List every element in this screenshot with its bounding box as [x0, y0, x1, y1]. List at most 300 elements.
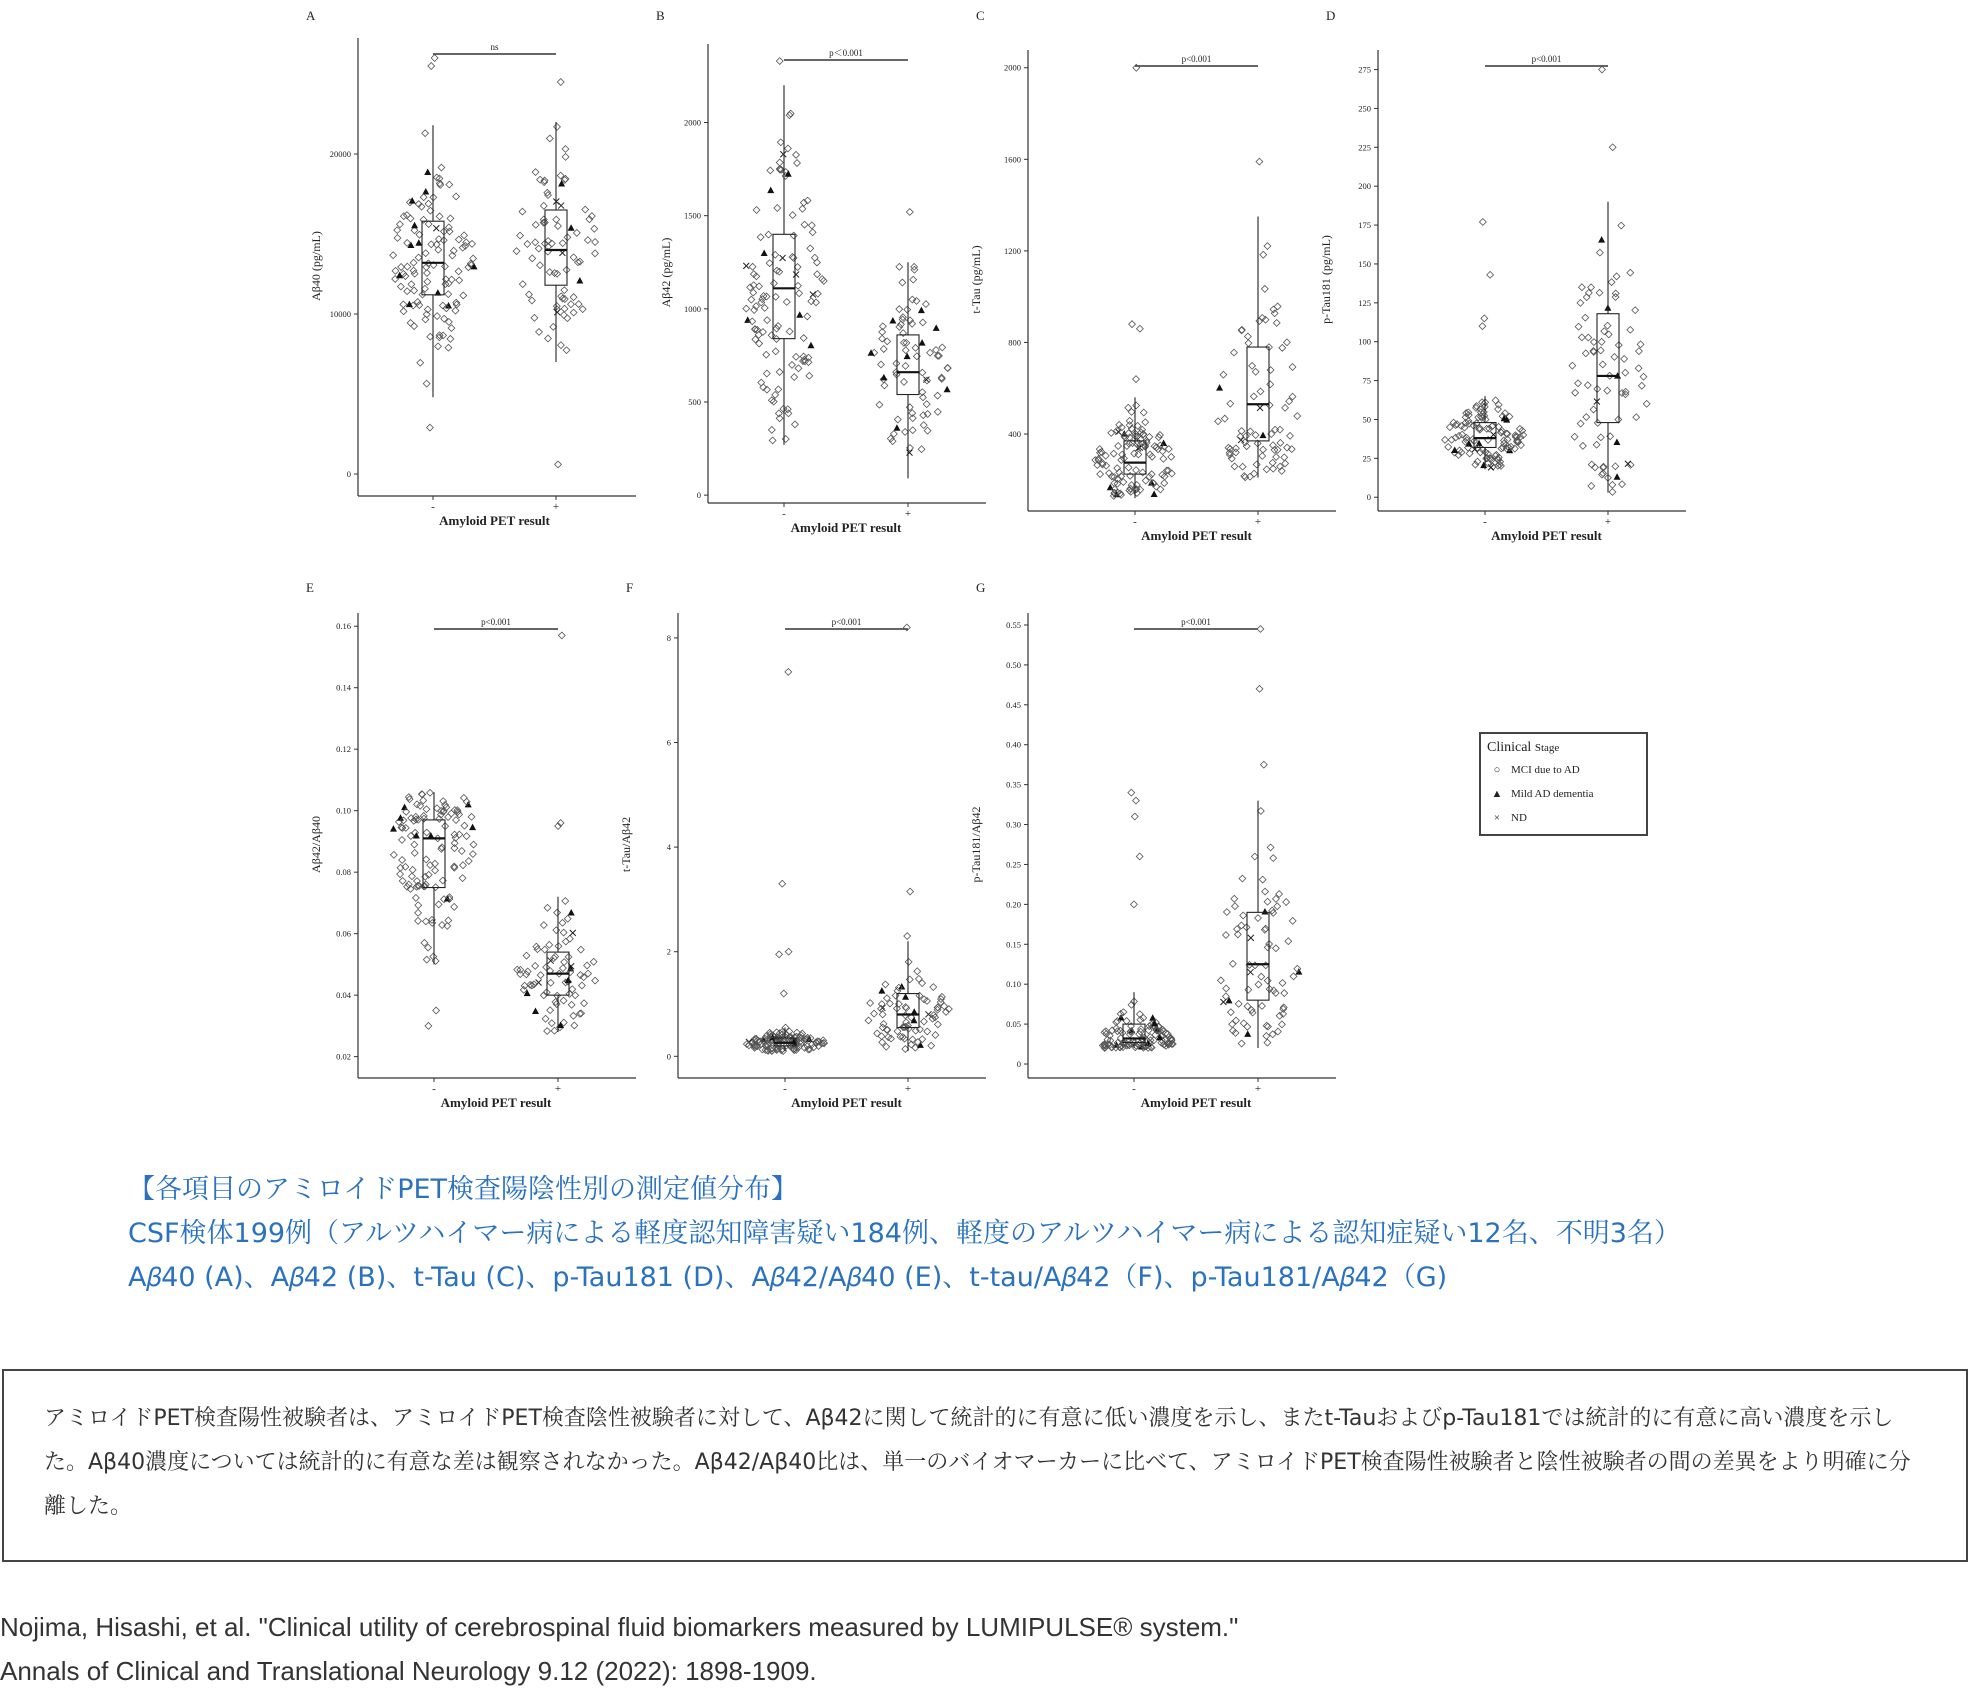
point-outlier [1133, 376, 1140, 383]
point-mci [397, 871, 404, 878]
point-mci [1622, 391, 1629, 398]
point-mci [1125, 464, 1132, 471]
point-mci [1160, 455, 1167, 462]
chart-C [969, 0, 1340, 560]
point-mci [1615, 416, 1622, 423]
x-tick-label: + [1254, 516, 1262, 528]
point-mild-ad [532, 1007, 539, 1014]
point-mci [435, 343, 442, 350]
point-mci [562, 146, 569, 153]
point-mci [808, 222, 815, 229]
point-mild-ad [1216, 384, 1223, 391]
point-mci [902, 363, 909, 370]
point-mci [806, 372, 813, 379]
point-mci [551, 1027, 558, 1034]
x-axis-label: Amyloid PET result [1141, 528, 1252, 543]
point-mci [519, 208, 526, 215]
y-tick-label: 0.04 [336, 990, 351, 1001]
point-mci [427, 789, 434, 796]
point-mci [934, 392, 941, 399]
y-tick-label: 500 [688, 396, 701, 407]
point-mci [1611, 354, 1618, 361]
point-mci [1215, 418, 1222, 425]
point-mci [1239, 875, 1246, 882]
y-tick-label: 275 [1358, 64, 1371, 75]
point-mild-ad [1261, 908, 1268, 915]
x-tick-label: - [783, 1083, 787, 1095]
point-mci [1582, 314, 1589, 321]
cross-icon: × [1493, 812, 1501, 824]
point-mci [537, 972, 544, 979]
point-mci [1636, 348, 1643, 355]
point-mci [579, 306, 586, 313]
significance-label: p<0.001 [1531, 54, 1562, 64]
point-outlier [433, 1007, 440, 1014]
point-mci [524, 241, 531, 248]
point-mci [772, 348, 779, 355]
point-mci [1281, 454, 1288, 461]
y-tick-label: 0 [346, 469, 351, 479]
citation-line-1: Nojima, Hisashi, et al. "Clinical utility of cerebrospinal fluid biomarkers measured by LUMIPULSE® system." [0, 1612, 1239, 1642]
point-mci [932, 1032, 939, 1039]
point-mci [790, 254, 797, 261]
point-outlier [1481, 315, 1488, 322]
point-mci [919, 319, 926, 326]
x-tick-label: - [782, 508, 786, 520]
figure-caption [128, 1168, 1681, 1300]
point-mild-ad [904, 353, 911, 360]
point-mci [423, 829, 430, 836]
panel-G [969, 572, 1340, 1112]
point-mci [1284, 339, 1291, 346]
point-mci [555, 223, 562, 230]
point-mild-ad [422, 188, 429, 195]
point-nd [554, 309, 560, 315]
x-axis-label: Amyloid PET result [790, 520, 902, 535]
point-mci [422, 918, 429, 925]
point-mci [1231, 349, 1238, 356]
point-outlier [1136, 853, 1143, 860]
x-tick-label: - [1133, 516, 1137, 528]
point-mci [1251, 470, 1258, 477]
point-mci [1250, 393, 1257, 400]
point-outlier [1131, 813, 1138, 820]
point-mci [1578, 334, 1585, 341]
point-mci [1622, 388, 1629, 395]
point-mci [1255, 915, 1262, 922]
point-outlier [1256, 685, 1263, 692]
point-mild-ad [761, 250, 768, 256]
point-outlier [1487, 271, 1494, 278]
point-mci [548, 1020, 555, 1027]
point-mci [526, 291, 533, 298]
point-mci [409, 866, 416, 873]
y-tick-label: 2000 [1004, 62, 1021, 73]
point-mild-ad [576, 277, 583, 284]
point-mci [446, 181, 453, 188]
point-mci [807, 245, 814, 252]
point-mci [923, 401, 930, 408]
point-mci [776, 159, 783, 166]
point-mci [1270, 465, 1277, 472]
legend-item-mci: ○ MCI due to AD [1489, 764, 1580, 776]
point-mci [562, 938, 569, 945]
point-mci [1283, 899, 1290, 906]
point-mci [1223, 932, 1230, 939]
point-mci [920, 422, 927, 429]
point-mci [1103, 462, 1110, 469]
x-tick-label: - [1132, 1083, 1136, 1095]
point-mci [592, 239, 599, 246]
y-tick-label: 200 [1358, 181, 1371, 192]
point-mci [581, 1000, 588, 1007]
point-mci [1622, 369, 1629, 376]
point-mild-ad [524, 990, 531, 997]
point-mci [390, 851, 397, 858]
point-mci [400, 213, 407, 220]
point-mci [411, 841, 418, 848]
point-outlier [427, 424, 434, 431]
point-mci [411, 850, 418, 857]
point-mci [1575, 323, 1582, 330]
point-mci [408, 281, 415, 288]
point-mci [893, 360, 900, 367]
panel-C [969, 0, 1340, 560]
point-mci [790, 232, 797, 239]
x-tick-label: + [554, 1083, 562, 1095]
y-tick-label: 0.55 [1006, 619, 1021, 630]
point-mci [1221, 415, 1228, 422]
point-mci [750, 271, 757, 278]
point-mci [411, 287, 418, 294]
point-mci [434, 313, 441, 320]
point-mci [399, 878, 406, 885]
point-mci [1230, 1027, 1237, 1034]
point-nd [743, 263, 749, 269]
y-tick-label: 0.16 [336, 621, 351, 632]
point-mci [1255, 981, 1262, 988]
point-mci [759, 296, 766, 303]
point-mci [569, 986, 576, 993]
point-mci [804, 313, 811, 320]
point-mci [424, 270, 431, 277]
point-mci [905, 958, 912, 965]
point-mci [1272, 945, 1279, 952]
point-mci [411, 270, 418, 277]
point-mci [1627, 462, 1634, 469]
point-nd [1248, 935, 1254, 941]
point-mci [1585, 334, 1592, 341]
y-tick-label: 75 [1362, 375, 1371, 386]
point-mci [791, 374, 798, 381]
point-mci [469, 851, 476, 858]
point-mild-ad [390, 825, 397, 832]
point-mci [896, 263, 903, 270]
point-outlier [1599, 66, 1606, 73]
point-mci [1618, 222, 1625, 229]
point-mci [789, 362, 796, 369]
point-mci [1249, 362, 1256, 369]
point-outlier [1131, 901, 1138, 908]
point-mci [420, 216, 427, 223]
point-mild-ad [1226, 997, 1233, 1004]
point-mild-ad [785, 170, 792, 177]
significance-label: p＜0.001 [829, 48, 863, 58]
point-mild-ad [933, 324, 940, 331]
point-mci [531, 314, 538, 321]
point-mci [592, 977, 599, 984]
point-mci [411, 323, 418, 330]
point-mci [919, 369, 926, 376]
point-mci [1613, 273, 1620, 280]
point-mci [469, 240, 476, 247]
point-mci [432, 867, 439, 874]
point-mci [560, 965, 567, 972]
y-axis-label: Aβ42 (pg/mL) [659, 237, 673, 308]
point-mci [404, 263, 411, 270]
x-tick-label: - [431, 501, 435, 513]
y-tick-label: 1000 [684, 303, 701, 314]
point-mci [447, 215, 454, 222]
point-mci [532, 221, 539, 228]
point-mci [560, 997, 567, 1004]
x-tick-label: - [1483, 516, 1487, 528]
point-mci [1279, 1021, 1286, 1028]
point-mci [546, 135, 553, 142]
point-mci [1264, 898, 1271, 905]
circle-icon: ○ [1493, 764, 1501, 776]
point-mci [570, 309, 577, 316]
point-mci [1126, 417, 1133, 424]
point-mci [532, 239, 539, 246]
point-mild-ad [1151, 490, 1158, 497]
point-mci [542, 1015, 549, 1022]
x-tick-label: + [1604, 516, 1612, 528]
point-mci [748, 296, 755, 303]
point-mci [1569, 362, 1576, 369]
point-mci [757, 234, 764, 241]
point-mci [592, 250, 599, 257]
point-mci [409, 873, 416, 880]
point-mci [397, 283, 404, 290]
point-mci [1110, 450, 1117, 457]
point-mci [921, 1018, 928, 1025]
point-mci [414, 801, 421, 808]
point-mci [1168, 453, 1175, 460]
point-outlier [906, 209, 913, 216]
caption-panels: A𝛽40 (A)、A𝛽42 (B)、t-Tau (C)、p-Tau181 (D)、A𝛽42/A𝛽40 (E)、t-tau/A𝛽42（F)、p-Tau181/A𝛽42（G) [128, 1262, 1448, 1293]
point-mci [880, 346, 887, 353]
point-mci [899, 279, 906, 286]
point-mci [1262, 888, 1269, 895]
point-mci [1599, 471, 1606, 478]
point-mci [536, 329, 543, 336]
point-mci [915, 975, 922, 982]
point-mci [562, 898, 569, 905]
point-mci [452, 307, 459, 314]
point-outlier [1609, 144, 1616, 151]
point-mci [571, 1022, 578, 1029]
point-outlier [425, 1022, 432, 1029]
y-tick-label: 0.30 [1006, 819, 1021, 830]
point-mci [1139, 469, 1146, 476]
point-mci [445, 291, 452, 298]
point-mci [430, 953, 437, 960]
x-axis-label: Amyloid PET result [440, 1095, 552, 1110]
point-mci [519, 281, 526, 288]
point-mild-ad [1244, 1030, 1251, 1037]
point-mci [944, 365, 951, 372]
panel-letter: F [626, 580, 634, 595]
point-mci [930, 984, 937, 991]
point-mci [1590, 406, 1597, 413]
point-mci [584, 237, 591, 244]
point-mci [1097, 471, 1104, 478]
point-mild-ad [1614, 473, 1621, 480]
box-iqr [1597, 314, 1619, 423]
citation [0, 1605, 1238, 1693]
point-mci [1231, 895, 1238, 902]
point-mci [423, 856, 430, 863]
point-mild-ad [796, 311, 803, 318]
point-mci [1577, 300, 1584, 307]
point-mci [544, 1028, 551, 1035]
y-tick-label: 0 [666, 1051, 671, 1062]
point-mci [776, 369, 783, 376]
point-mci [451, 845, 458, 852]
point-mci [896, 306, 903, 313]
legend-title: Clinical Stage [1487, 740, 1560, 755]
point-mci [880, 1021, 887, 1028]
point-mci [1269, 459, 1276, 466]
point-mci [415, 909, 422, 916]
y-tick-label: 10000 [329, 309, 351, 319]
point-mci [413, 894, 420, 901]
point-mci [763, 351, 770, 358]
y-tick-label: 2 [666, 946, 671, 957]
point-mci [904, 306, 911, 313]
point-outlier [785, 669, 792, 676]
point-mci [1608, 279, 1615, 286]
point-mci [422, 130, 429, 137]
point-nd [536, 979, 542, 985]
point-mci [1270, 855, 1277, 862]
y-tick-label: 800 [1008, 337, 1021, 348]
point-mci [944, 365, 951, 372]
point-mci [882, 981, 889, 988]
point-mci [470, 841, 477, 848]
point-mci [1274, 903, 1281, 910]
point-mci [558, 342, 565, 349]
point-mci [756, 283, 763, 290]
point-mci [1583, 294, 1590, 301]
point-mci [566, 935, 573, 942]
point-mci [1263, 466, 1270, 473]
y-tick-label: 50 [1362, 414, 1371, 425]
point-mci [1227, 1009, 1234, 1016]
y-tick-label: 0.50 [1006, 659, 1021, 670]
point-nd [558, 203, 564, 209]
point-mild-ad [1598, 236, 1605, 243]
point-mci [1232, 903, 1239, 910]
point-mci [1279, 980, 1286, 987]
point-mci [1577, 420, 1584, 427]
point-mci [1270, 306, 1277, 313]
caption-samples: CSF検体199例（アルツハイマー病による軽度認知障害疑い184例、軽度のアルツハイマー病による認知症疑い12名、不明3名） [128, 1218, 1681, 1249]
point-mci [1165, 446, 1172, 453]
significance-label: p<0.001 [1181, 617, 1211, 627]
point-mci [795, 365, 802, 372]
point-mci [765, 231, 772, 238]
point-nd [1238, 437, 1244, 443]
summary-box [2, 1369, 1968, 1562]
point-nd [1257, 405, 1263, 411]
point-mci [1149, 453, 1156, 460]
point-mci [1272, 990, 1279, 997]
point-mci [1260, 446, 1267, 453]
point-mci [448, 810, 455, 817]
legend [1479, 732, 1648, 836]
point-mci [878, 1033, 885, 1040]
point-outlier [558, 632, 565, 639]
point-mci [560, 929, 567, 936]
point-mci [407, 215, 414, 222]
point-outlier [428, 63, 435, 70]
panel-D [1319, 0, 1690, 560]
point-mci [562, 153, 569, 160]
point-nd [433, 225, 439, 231]
point-nd [780, 255, 786, 261]
point-mci [572, 992, 579, 999]
point-mci [1261, 926, 1268, 933]
point-mci [789, 212, 796, 219]
point-mci [1442, 436, 1449, 443]
point-mci [1285, 938, 1292, 945]
point-mci [1643, 400, 1650, 407]
point-mci [1640, 373, 1647, 380]
point-mci [1279, 344, 1286, 351]
point-mci [775, 386, 782, 393]
point-mci [559, 240, 566, 247]
point-mci [559, 919, 566, 926]
y-tick-label: 0.10 [1006, 979, 1021, 990]
y-tick-label: 0.14 [336, 682, 351, 693]
point-mci [1123, 1018, 1130, 1025]
point-mci [1294, 413, 1301, 420]
point-outlier [1257, 626, 1264, 633]
point-mci [758, 299, 765, 306]
point-mci [1289, 917, 1296, 924]
point-mci [1128, 409, 1135, 416]
chart-F [619, 572, 990, 1112]
point-mci [786, 328, 793, 335]
point-mci [766, 260, 773, 267]
point-mci [758, 379, 765, 386]
point-outlier [1479, 219, 1486, 226]
point-mci [1115, 443, 1122, 450]
point-mci [1223, 985, 1230, 992]
point-mci [1235, 1000, 1242, 1007]
panel-letter: E [306, 580, 314, 595]
point-mci [399, 837, 406, 844]
y-tick-label: 0.02 [336, 1051, 351, 1062]
point-mci [570, 1012, 577, 1019]
point-mci [398, 264, 405, 271]
point-mci [753, 207, 760, 214]
summary-text: アミロイドPET検査陽性被験者は、アミロイドPET検査陰性被験者に対して、Aβ42に関して統計的に有意に低い濃度を示し、またt-Tauおよびp-Tau181では統計的に有意に高い濃度を示した。Aβ40濃度については統計的に有意な差は観察されなかった。Aβ42/Aβ40比は、単一のバイオマーカーに比べて、アミロイドPET検査陽性被験者と陰性被験者の間の差異をより明確に分離した。 [44, 1406, 1911, 1519]
point-mci [465, 858, 472, 865]
y-tick-label: 1500 [684, 210, 701, 221]
